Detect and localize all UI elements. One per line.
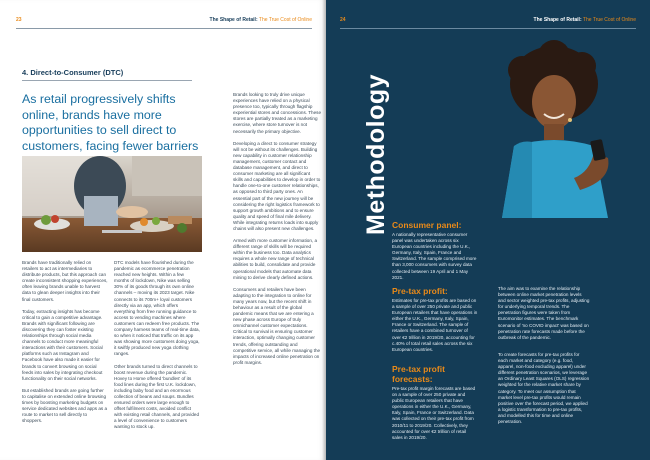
pretax-profit-heading: Pre-tax profit: bbox=[392, 286, 448, 296]
forecast-method-block bbox=[498, 352, 590, 430]
woman-phone-photo bbox=[462, 40, 642, 218]
running-title-main: The Shape of Retail: bbox=[533, 17, 582, 23]
paragraph: DTC models have flourished during the pandemic as ecommerce penetration reached new heights. Within a few months of lockdown, Nike was selling 30% of its goods through its own online channels – moving its 2023 target. Nike connects to its 700m+ loyal customers directly via an app, which offers everything from free running guidance to access to vending machines where customers can redeem free products. The company harness teams of real-time data, so when it noticed that traffic on its app was showing more customers doing yoga, it swiftly produced new yoga clothing ranges. bbox=[114, 260, 200, 357]
kitchen-photo-illustration bbox=[22, 156, 202, 252]
pretax-forecasts-heading: Pre-tax profit forecasts: bbox=[392, 364, 445, 384]
running-title-main: The Shape of Retail: bbox=[209, 17, 258, 23]
paragraph: Developing a direct to consumer strategy will not be without its challenges. Building new capability in customer relationship management, customer contact and database management, and direct to consumer marketing are all significant skills and capabilities to develop in order to handle one-to-one customer relationships, as opposed to third party ones. An essential part of the new journey will be considering the right logistics framework to support growth ambitions and to ensure quality and speed of final mile delivery. While integrating returns loads into supply chains will also present new challenges. bbox=[233, 140, 321, 231]
header-rule bbox=[16, 28, 312, 29]
running-title bbox=[534, 16, 636, 24]
pretax-forecasts-body: Pre-tax profit margin forecasts are based on a sample of over 250 private and public European retailers that have operations in either the U.K., Germany, Italy, Spain, France or Switzerland. Data was collected on their pre-tax profit from 2010/11 to 2019/20. Collectively, they accounted for over €2 trillion of retail sales in 2019/20. bbox=[392, 386, 476, 440]
aim-text: The aim was to examine the relationship between online market penetration levels and sector weighted pre-tax profits, adjusting for underlying temporal trends. The penetration figures were taken from Euromonitor estimates. The benchmark scenario of 'no COVID impact' was based on penetration rate forecasts made before the outbreak of the pandemic. bbox=[498, 286, 590, 340]
consumer-panel-heading: Consumer panel: bbox=[392, 220, 462, 230]
kitchen-photo bbox=[22, 156, 202, 252]
page-number: 23 bbox=[16, 17, 22, 23]
paragraph: Armed with more customer information, a different range of skills will be required within the business too. Data analytics requires a whole new range of technical abilities to build, consolidate and provide operational models that automate data mining to derive clearly defined actions. bbox=[233, 238, 317, 280]
section-title: 4. Direct-to-Consumer (DTC) bbox=[22, 68, 124, 77]
paragraph: Brands looking to truly drive unique experiences have relied on a physical presence too, typically through flagship experiential stores and concessions. These stores are partially treated as a marketing exercise, where store turnover is not necessarily the primary objective. bbox=[233, 92, 322, 134]
section-rule bbox=[22, 80, 192, 81]
running-title-sub: The True Cost of Online bbox=[257, 17, 312, 23]
paragraph: Consumers and retailers have been adapting to the integration to online for many years now, but the recent shift in behaviour as a result of the global pandemic means that we are entering a new phase across Europe of truly omnichannel customer expectations. Critical to survival is ensuring customer interaction, optimally changing customer trends, offering outstanding and competitive service, all while managing the impacts of increased online penetration on profit margins. bbox=[233, 286, 321, 365]
running-title-sub: The True Cost of Online bbox=[581, 17, 636, 23]
body-column-1 bbox=[22, 260, 108, 430]
running-title bbox=[210, 16, 312, 24]
right-page bbox=[326, 0, 650, 460]
body-column-3 bbox=[233, 92, 321, 372]
pretax-forecasts-block bbox=[392, 364, 478, 446]
paragraph: Today, extracting insights has become critical to gain a competitive advantage. Brands with significant following are discovering they can foster existing relationships through social media channels to conduct more meaningful interactions with their customers. Social platforms such as Instagram and Facebook have also made it easier for brands to convert browsing on social feeds into sales by integrating checkout functionality on their social networks. bbox=[22, 308, 103, 381]
paragraph: Other brands turned to direct channels to boost revenue during the pandemic. Hovey to Home offered 'bundles' of its food lines during the first U.K. lockdown, including baby food and an enormous collection of beans and soups. Bundles ensured orders were large enough to offset fulfilment costs, avoided conflict with existing retail channels, and provided a level of convenience to customers wanting to stock up. bbox=[114, 363, 200, 430]
body-column-2 bbox=[114, 260, 200, 437]
lead-paragraph: As retail progressively shifts online, brands have more opportunities to sell direct to customers, facing fewer barriers bbox=[22, 92, 199, 153]
paragraph: But established brands are going further to capitalise on extended online browsing times by boosting marketing budgets on service dedicated websites and apps as a route to market to sell directly to shoppers. bbox=[22, 387, 108, 424]
header-rule bbox=[340, 28, 636, 29]
paragraph: Brands have traditionally relied on retailers to act as intermediaries to distribute products, but this approach can create inconsistent shopping experiences, often leaving brands unable to harvest data to glean deeper insights into their final customers. bbox=[22, 260, 108, 302]
woman-phone-illustration bbox=[462, 40, 642, 218]
page-header bbox=[340, 16, 636, 24]
methodology-title: Methodology bbox=[362, 73, 390, 235]
page-header bbox=[16, 16, 312, 24]
pretax-profit-body: Estimates for pre-tax profits are based on a sample of over 250 private and public European retailers that have operations in either the U.K., Germany, Italy, Spain, France or Switzerland. The sample of retailers have a combined turnover of over €2 trillion in 2019/20, accounting for c.40% of total retail sales across the six European countries. bbox=[392, 298, 478, 352]
page-number: 24 bbox=[340, 17, 346, 23]
consumer-panel-block bbox=[392, 220, 478, 286]
forecast-method-text: To create forecasts for pre-tax profits for each market and category (e.g. food, apparel, non-food excluding apparel) under different penetration scenarios, we leverage an Ordinary Least Squares (OLS) regression weighted for the relative market share by category. To meet our assumption that market level pre-tax profits would remain positive over the forecast period, we applied a logistic transformation to pre-tax profits, and modelled this for time and online penetration. bbox=[498, 352, 590, 425]
consumer-panel-body: A nationally representative consumer panel was undertaken across six European countries including the U.K., Germany, Italy, Spain, France and Switzerland. The sample comprised more than 3,000 consumers with survey data collected between 19 April and 1 May 2021. bbox=[392, 232, 477, 280]
aim-block bbox=[498, 286, 590, 346]
pretax-profit-block bbox=[392, 286, 478, 358]
